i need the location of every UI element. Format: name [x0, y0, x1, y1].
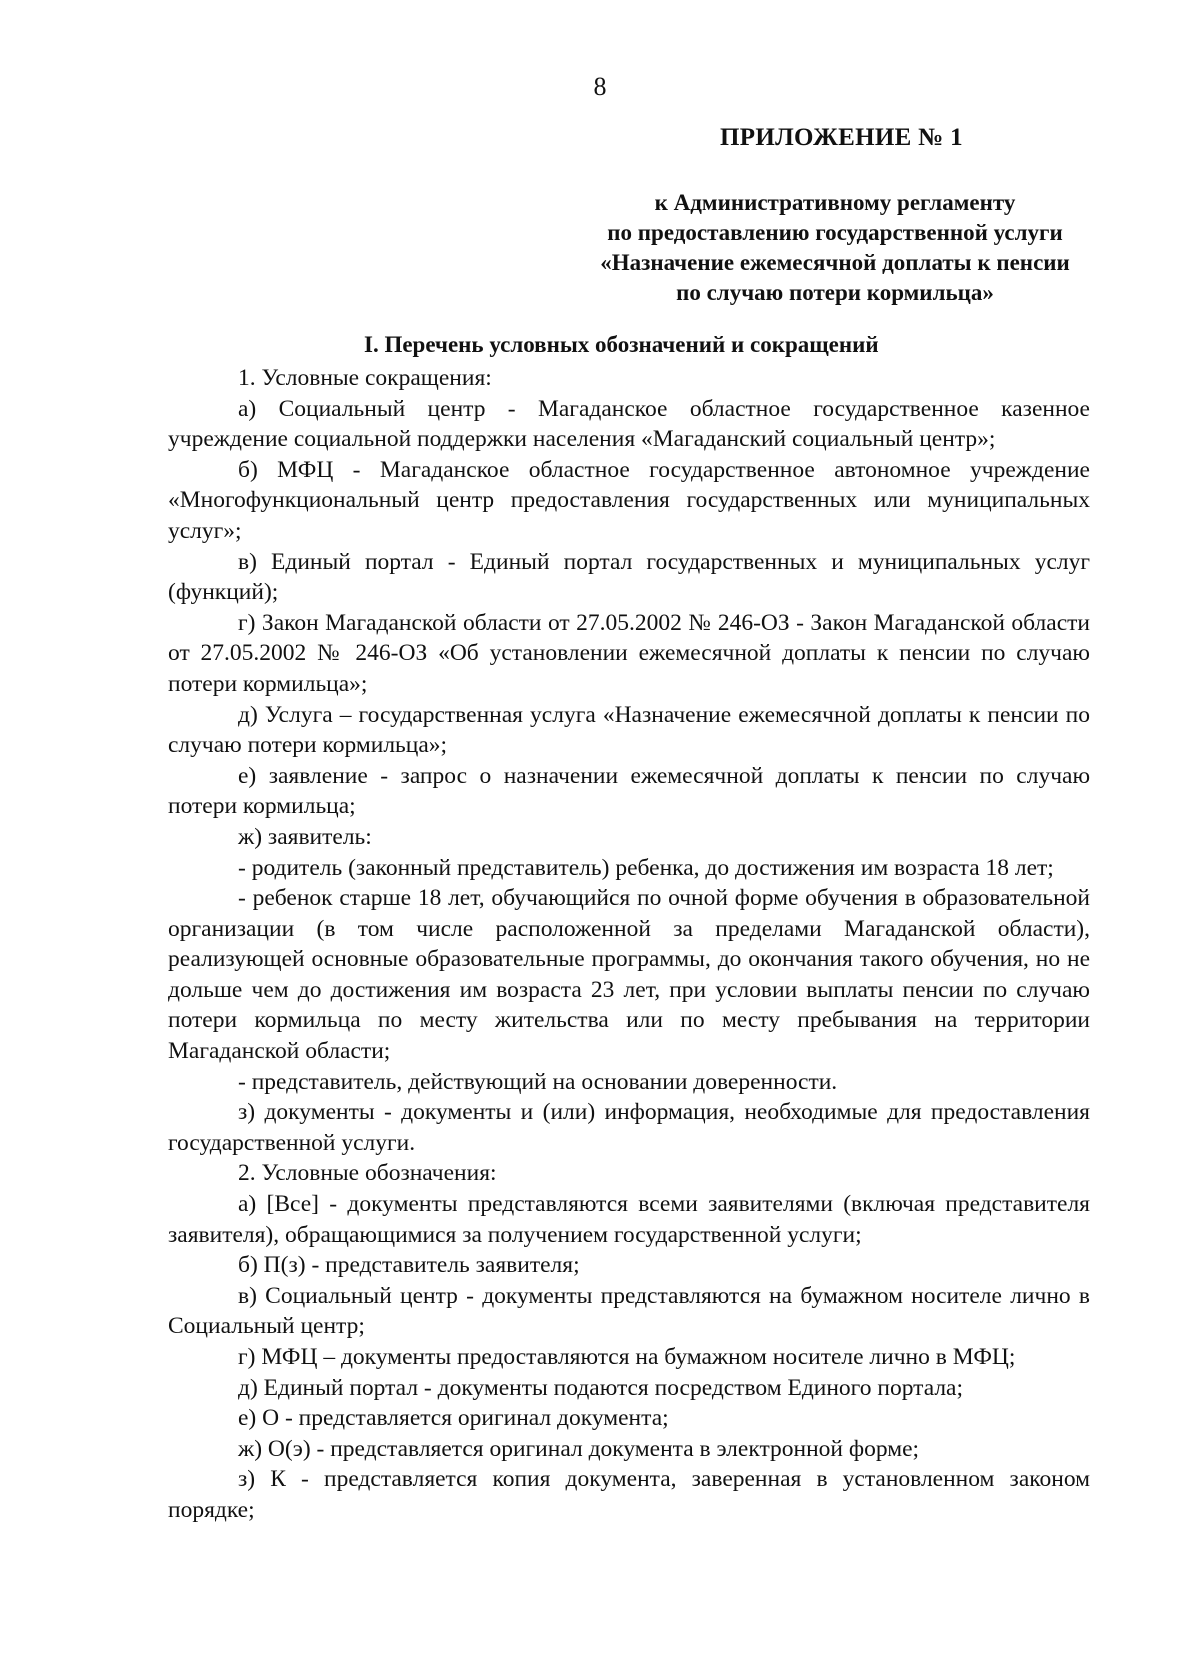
appendix-subtitle-line: «Назначение ежемесячной доплаты к пенсии [600, 250, 1070, 275]
paragraph: б) П(з) - представитель заявителя; [238, 1252, 580, 1279]
page-number: 8 [593, 72, 607, 101]
paragraph: з) документы - документы и (или) информация, необходимые для предоставления государственной услуги. [168, 1099, 1090, 1156]
paragraph: 1. Условные сокращения: [238, 365, 492, 391]
paragraph: а) [Все] - документы представляются всеми заявителями (включая представителя заявителя), обращающимися за получением государственной услуги; [168, 1191, 1090, 1248]
paragraph: 2. Условные обозначения: [238, 1160, 497, 1187]
section-title: I. Перечень условных обозначений и сокращений [364, 332, 879, 357]
paragraph: ж) О(э) - представляется оригинал документа в электронной форме; [238, 1435, 920, 1462]
paragraph: - ребенок старше 18 лет, обучающийся по очной форме обучения в образовательной организации (в том числе расположенной за пределами Магаданской области), реализующей основные образовательные программы, до окончания такого обучения, но не дольше чем до достижения им возраста 23 лет, при условии выплаты пенсии по случаю потери кормильца по месту жительства или по месту пребывания на территории Магаданской области; [168, 885, 1090, 1065]
paragraph: г) Закон Магаданской области от 27.05.2002 № 246-ОЗ - Закон Магаданской области от 27.05.2002 № 246-ОЗ «Об установлении ежемесячной доплаты к пенсии по случаю потери кормильца»; [168, 609, 1090, 697]
paragraph: г) МФЦ – документы предоставляются на бумажном носителе лично в МФЦ; [238, 1344, 1016, 1370]
paragraph: в) Единый портал - Единый портал государственных и муниципальных услуг (функций); [168, 548, 1090, 606]
appendix-subtitle [555, 188, 1115, 308]
appendix-title: ПРИЛОЖЕНИЕ № 1 [720, 124, 963, 151]
paragraph: - представитель, действующий на основании доверенности. [238, 1068, 838, 1095]
appendix-subtitle-line: по случаю потери кормильца» [676, 280, 994, 305]
paragraph: ж) заявитель: [238, 823, 372, 850]
document-body [168, 363, 1090, 1526]
paragraph: д) Услуга – государственная услуга «Назначение ежемесячной доплаты к пенсии по случаю потери кормильца»; [168, 701, 1090, 759]
paragraph: е) О - представляется оригинал документа; [238, 1405, 669, 1432]
appendix-subtitle-line: к Административному регламенту [654, 190, 1016, 215]
appendix-subtitle-line: по предоставлению государственной услуги [607, 220, 1063, 245]
paragraph: б) МФЦ - Магаданское областное государственное автономное учреждение «Многофункциональный центр предоставления государственных или муниципальных услуг»; [168, 456, 1090, 544]
paragraph: - родитель (законный представитель) ребенка, до достижения им возраста 18 лет; [238, 854, 1054, 881]
paragraph: а) Социальный центр - Магаданское областное государственное казенное учреждение социальной поддержки населения «Магаданский социальный центр»; [168, 395, 1090, 453]
paragraph: е) заявление - запрос о назначении ежемесячной доплаты к пенсии по случаю потери кормильца; [168, 762, 1090, 820]
paragraph: з) К - представляется копия документа, заверенная в установленном законом порядке; [168, 1466, 1090, 1523]
paragraph: д) Единый портал - документы подаются посредством Единого портала; [238, 1374, 964, 1401]
paragraph: в) Социальный центр - документы представляются на бумажном носителе лично в Социальный центр; [168, 1282, 1090, 1340]
